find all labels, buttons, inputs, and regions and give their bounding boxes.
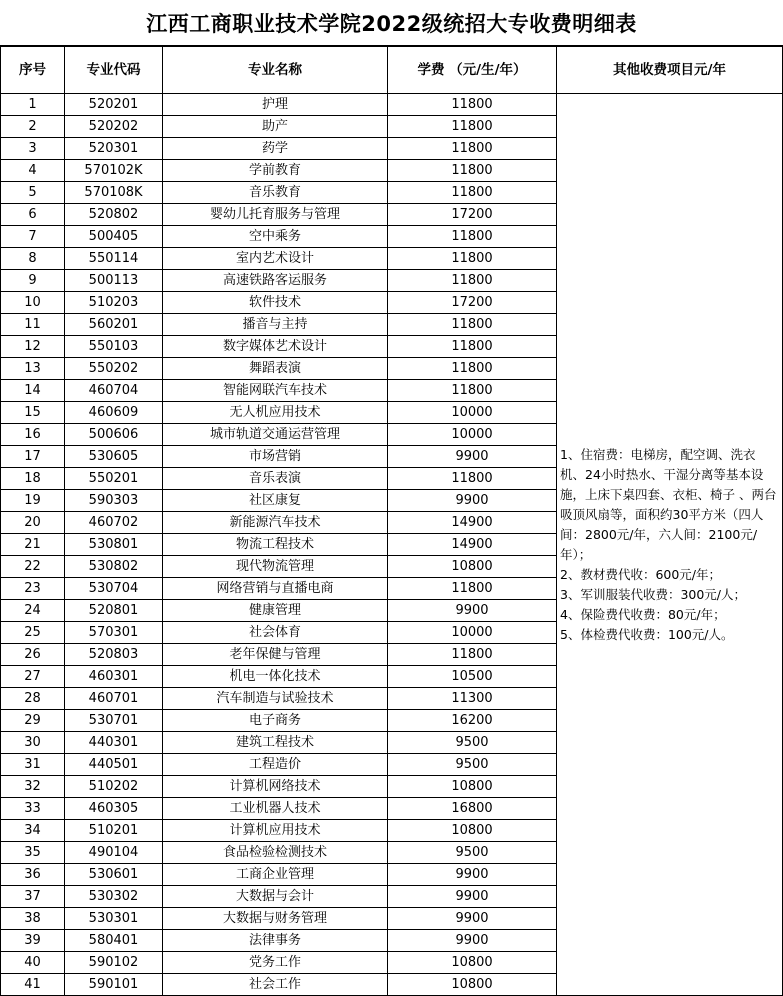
cell-code: 530701 (65, 710, 163, 732)
cell-seq: 17 (1, 446, 65, 468)
cell-code: 520201 (65, 94, 163, 116)
cell-code: 520301 (65, 138, 163, 160)
cell-fee: 10000 (388, 622, 557, 644)
cell-seq: 4 (1, 160, 65, 182)
cell-name: 党务工作 (163, 952, 388, 974)
cell-fee: 16200 (388, 710, 557, 732)
cell-code: 550202 (65, 358, 163, 380)
header-other: 其他收费项目元/年 (557, 47, 783, 94)
header-row (1, 47, 783, 94)
cell-code: 550114 (65, 248, 163, 270)
cell-seq: 36 (1, 864, 65, 886)
cell-fee: 10500 (388, 666, 557, 688)
other-fee-item: 5、体检费代收费：100元/人。 (560, 626, 734, 642)
cell-code: 560201 (65, 314, 163, 336)
cell-name: 舞蹈表演 (163, 358, 388, 380)
cell-seq: 35 (1, 842, 65, 864)
cell-code: 590102 (65, 952, 163, 974)
cell-fee: 9900 (388, 446, 557, 468)
cell-name: 大数据与会计 (163, 886, 388, 908)
cell-fee: 11800 (388, 160, 557, 182)
cell-name: 软件技术 (163, 292, 388, 314)
cell-fee: 9900 (388, 886, 557, 908)
cell-seq: 40 (1, 952, 65, 974)
cell-fee: 10800 (388, 776, 557, 798)
cell-code: 520801 (65, 600, 163, 622)
cell-name: 社区康复 (163, 490, 388, 512)
cell-code: 530704 (65, 578, 163, 600)
cell-fee: 11800 (388, 336, 557, 358)
cell-name: 健康管理 (163, 600, 388, 622)
cell-name: 婴幼儿托育服务与管理 (163, 204, 388, 226)
cell-fee: 9900 (388, 908, 557, 930)
cell-fee: 9500 (388, 842, 557, 864)
cell-code: 500405 (65, 226, 163, 248)
cell-code: 490104 (65, 842, 163, 864)
cell-name: 智能网联汽车技术 (163, 380, 388, 402)
other-fee-item: 4、保险费代收费：80元/年； (560, 606, 726, 622)
cell-fee: 11800 (388, 644, 557, 666)
cell-code: 440301 (65, 732, 163, 754)
cell-name: 工程造价 (163, 754, 388, 776)
cell-name: 机电一体化技术 (163, 666, 388, 688)
cell-seq: 20 (1, 512, 65, 534)
cell-seq: 30 (1, 732, 65, 754)
cell-seq: 37 (1, 886, 65, 908)
cell-name: 现代物流管理 (163, 556, 388, 578)
cell-seq: 18 (1, 468, 65, 490)
cell-name: 工商企业管理 (163, 864, 388, 886)
cell-seq: 5 (1, 182, 65, 204)
cell-seq: 9 (1, 270, 65, 292)
cell-code: 590101 (65, 974, 163, 996)
cell-fee: 9500 (388, 732, 557, 754)
cell-code: 520803 (65, 644, 163, 666)
header-code: 专业代码 (65, 47, 163, 94)
cell-seq: 1 (1, 94, 65, 116)
cell-seq: 15 (1, 402, 65, 424)
cell-code: 530605 (65, 446, 163, 468)
cell-name: 室内艺术设计 (163, 248, 388, 270)
cell-name: 音乐教育 (163, 182, 388, 204)
cell-fee: 14900 (388, 534, 557, 556)
cell-name: 播音与主持 (163, 314, 388, 336)
cell-fee: 9900 (388, 930, 557, 952)
cell-fee: 10800 (388, 974, 557, 996)
cell-code: 460701 (65, 688, 163, 710)
cell-seq: 8 (1, 248, 65, 270)
cell-name: 建筑工程技术 (163, 732, 388, 754)
cell-code: 510203 (65, 292, 163, 314)
cell-fee: 17200 (388, 292, 557, 314)
cell-seq: 27 (1, 666, 65, 688)
cell-fee: 10000 (388, 402, 557, 424)
cell-fee: 11800 (388, 314, 557, 336)
cell-code: 500606 (65, 424, 163, 446)
cell-seq: 31 (1, 754, 65, 776)
cell-fee: 10000 (388, 424, 557, 446)
cell-seq: 12 (1, 336, 65, 358)
cell-name: 汽车制造与试验技术 (163, 688, 388, 710)
cell-code: 520202 (65, 116, 163, 138)
cell-seq: 21 (1, 534, 65, 556)
cell-seq: 23 (1, 578, 65, 600)
cell-code: 530801 (65, 534, 163, 556)
cell-fee: 11800 (388, 138, 557, 160)
cell-code: 500113 (65, 270, 163, 292)
header-seq: 序号 (1, 47, 65, 94)
page-title: 江西工商职业技术学院2022级统招大专收费明细表 (0, 0, 783, 46)
cell-code: 570102K (65, 160, 163, 182)
cell-fee: 10800 (388, 820, 557, 842)
cell-fee: 10800 (388, 556, 557, 578)
other-fee-item: 1、住宿费：电梯房，配空调、洗衣机、24小时热水、干湿分离等基本设施，上床下桌四套、衣柜、椅子 、两台吸顶风扇等，面积约30平方米（四人间：2800元/年，六人间：2100元/年）； (560, 446, 777, 562)
cell-fee: 9500 (388, 754, 557, 776)
cell-name: 大数据与财务管理 (163, 908, 388, 930)
cell-code: 530802 (65, 556, 163, 578)
cell-code: 460702 (65, 512, 163, 534)
header-name: 专业名称 (163, 47, 388, 94)
cell-name: 助产 (163, 116, 388, 138)
header-fee: 学费 （元/生/年） (388, 47, 557, 94)
cell-code: 510202 (65, 776, 163, 798)
other-fees-cell (557, 94, 783, 996)
cell-name: 无人机应用技术 (163, 402, 388, 424)
cell-code: 530301 (65, 908, 163, 930)
cell-code: 550103 (65, 336, 163, 358)
cell-seq: 34 (1, 820, 65, 842)
cell-fee: 11800 (388, 358, 557, 380)
cell-name: 物流工程技术 (163, 534, 388, 556)
cell-seq: 29 (1, 710, 65, 732)
cell-seq: 2 (1, 116, 65, 138)
cell-seq: 6 (1, 204, 65, 226)
cell-seq: 14 (1, 380, 65, 402)
cell-seq: 28 (1, 688, 65, 710)
cell-seq: 25 (1, 622, 65, 644)
cell-code: 510201 (65, 820, 163, 842)
cell-fee: 11800 (388, 578, 557, 600)
cell-seq: 13 (1, 358, 65, 380)
cell-code: 580401 (65, 930, 163, 952)
cell-code: 460704 (65, 380, 163, 402)
cell-name: 老年保健与管理 (163, 644, 388, 666)
cell-name: 电子商务 (163, 710, 388, 732)
cell-name: 数字媒体艺术设计 (163, 336, 388, 358)
table-body (1, 94, 783, 996)
other-fee-item: 3、军训服装代收费：300元/人； (560, 586, 747, 602)
cell-seq: 3 (1, 138, 65, 160)
cell-name: 计算机网络技术 (163, 776, 388, 798)
cell-name: 学前教育 (163, 160, 388, 182)
cell-code: 440501 (65, 754, 163, 776)
cell-fee: 11800 (388, 380, 557, 402)
cell-fee: 14900 (388, 512, 557, 534)
cell-fee: 10800 (388, 952, 557, 974)
cell-seq: 19 (1, 490, 65, 512)
cell-name: 城市轨道交通运营管理 (163, 424, 388, 446)
cell-name: 食品检验检测技术 (163, 842, 388, 864)
cell-fee: 11800 (388, 182, 557, 204)
cell-name: 药学 (163, 138, 388, 160)
cell-name: 社会工作 (163, 974, 388, 996)
cell-seq: 16 (1, 424, 65, 446)
cell-seq: 22 (1, 556, 65, 578)
cell-seq: 39 (1, 930, 65, 952)
cell-fee: 17200 (388, 204, 557, 226)
cell-seq: 11 (1, 314, 65, 336)
cell-code: 570108K (65, 182, 163, 204)
cell-seq: 26 (1, 644, 65, 666)
cell-fee: 11800 (388, 468, 557, 490)
cell-seq: 7 (1, 226, 65, 248)
cell-code: 530601 (65, 864, 163, 886)
cell-fee: 11800 (388, 226, 557, 248)
cell-seq: 24 (1, 600, 65, 622)
cell-code: 590303 (65, 490, 163, 512)
cell-name: 社会体育 (163, 622, 388, 644)
cell-code: 550201 (65, 468, 163, 490)
cell-name: 工业机器人技术 (163, 798, 388, 820)
cell-seq: 38 (1, 908, 65, 930)
cell-name: 市场营销 (163, 446, 388, 468)
table-row (1, 94, 783, 116)
cell-fee: 11800 (388, 248, 557, 270)
cell-fee: 9900 (388, 490, 557, 512)
cell-code: 460301 (65, 666, 163, 688)
cell-name: 法律事务 (163, 930, 388, 952)
cell-fee: 9900 (388, 864, 557, 886)
cell-name: 高速铁路客运服务 (163, 270, 388, 292)
other-fee-item: 2、教材费代收：600元/年； (560, 566, 722, 582)
cell-name: 新能源汽车技术 (163, 512, 388, 534)
fee-table (0, 46, 783, 996)
cell-name: 音乐表演 (163, 468, 388, 490)
cell-fee: 11800 (388, 270, 557, 292)
cell-code: 460609 (65, 402, 163, 424)
cell-code: 520802 (65, 204, 163, 226)
cell-code: 530302 (65, 886, 163, 908)
cell-seq: 33 (1, 798, 65, 820)
cell-name: 网络营销与直播电商 (163, 578, 388, 600)
cell-code: 570301 (65, 622, 163, 644)
cell-code: 460305 (65, 798, 163, 820)
cell-fee: 11300 (388, 688, 557, 710)
cell-name: 护理 (163, 94, 388, 116)
cell-name: 空中乘务 (163, 226, 388, 248)
cell-seq: 32 (1, 776, 65, 798)
cell-seq: 41 (1, 974, 65, 996)
cell-fee: 16800 (388, 798, 557, 820)
cell-fee: 11800 (388, 116, 557, 138)
cell-fee: 9900 (388, 600, 557, 622)
cell-name: 计算机应用技术 (163, 820, 388, 842)
cell-fee: 11800 (388, 94, 557, 116)
cell-seq: 10 (1, 292, 65, 314)
